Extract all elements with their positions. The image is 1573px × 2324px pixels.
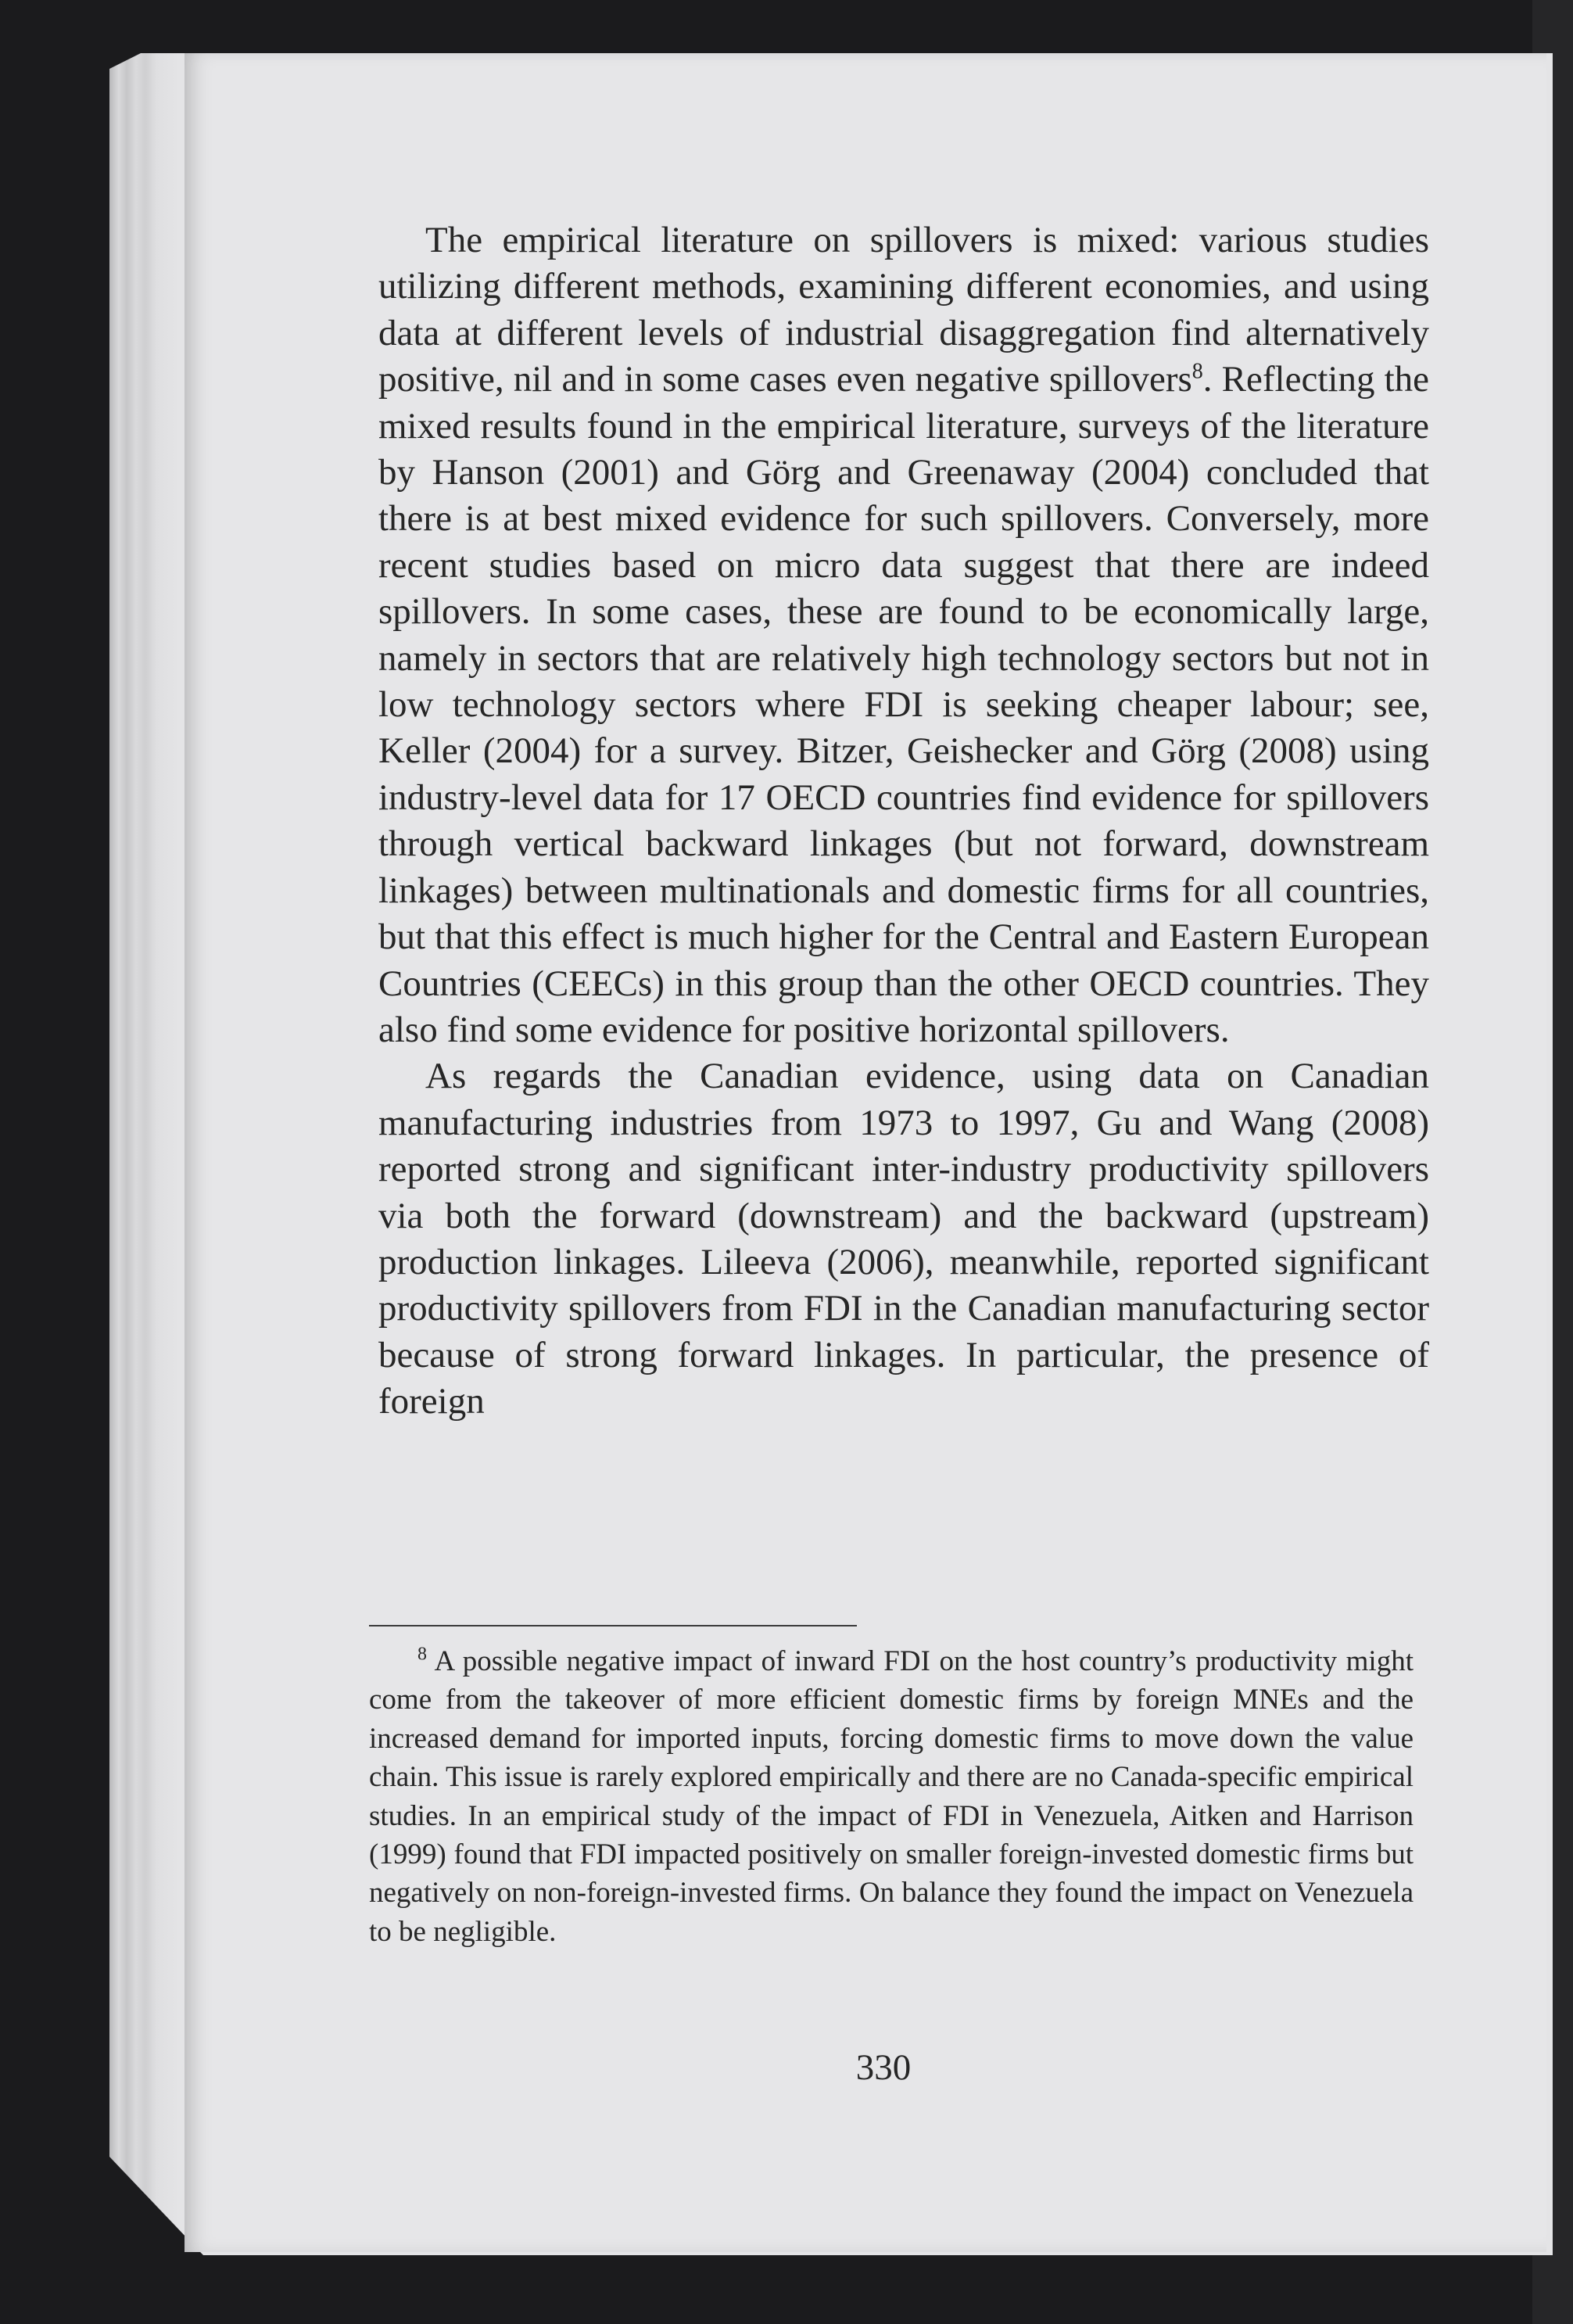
footnote-text: A possible negative impact of inward FDI on the host country’s productivity might come from the takeover of more efficient domestic firms by foreign MNEs and the increased demand for imported inputs, forcing domestic firms to move down the value chain. This issue is rarely explored empirically and there are no Canada-specific empirical studies. In an empirical study of the impact of FDI in Venezuela, Aitken and Harrison (1999) found that FDI impacted positively on smaller foreign-invested domestic firms but negatively on non-foreign-invested firms. On balance they found the impact on Venezuela to be negligible. (369, 1645, 1414, 1948)
paragraph-2: As regards the Canadian evidence, using data on Canadian manufacturing industries from 1973 to 1997, Gu and Wang (2008) reported strong and significant inter-industry productivity spillovers via both the forward (downstream) and the backward (upstream) production linkages. Lileeva (2006), meanwhile, reported significant productivity spillovers from FDI in the Canadian manufacturing sector because of strong forward linkages. In particular, the presence of foreign (378, 1056, 1429, 1422)
footnote-reference: 8 (1191, 359, 1203, 384)
page-number: 330 (855, 2047, 912, 2088)
paragraph-1-text-end: . Reflecting the mixed results found in the empirical literature, surveys of the literature by Hanson (2001) and Görg and Greenaway (2004) concluded that there is at best mixed evidence for such spillovers. Conversely, more recent studies based on micro data suggest that there are indeed spillovers. In some cases, these are found to be economically large, namely in sectors that are relatively high technology sectors but not in low technology sectors where FDI is seeking cheaper labour; see, Keller (2004) for a survey. Bitzer, Geishecker and Görg (2008) using industry-level data for 17 OECD countries find evidence for spillovers through vertical backward linkages (but not forward, downstream linkages) between multinationals and domestic firms for all countries, but that this effect is much higher for the Central and Eastern European Countries (CEECs) in this group than the other OECD countries. They also find some evidence for positive horizontal spillovers. (378, 359, 1430, 1050)
footnote (369, 1642, 1414, 1951)
main-text (378, 217, 1429, 1426)
footnote-divider (369, 1625, 857, 1626)
paragraph-1-text-start: The empirical literature on spillovers is mixed: various studies utilizing different methods, examining different economies, and using data at different levels of industrial disaggregation find alternatively positive, nil and in some cases even negative spillovers (378, 220, 1429, 400)
paragraph-1 (378, 217, 1429, 1053)
footnote-paragraph (369, 1642, 1414, 1951)
footnote-number: 8 (417, 1644, 427, 1665)
